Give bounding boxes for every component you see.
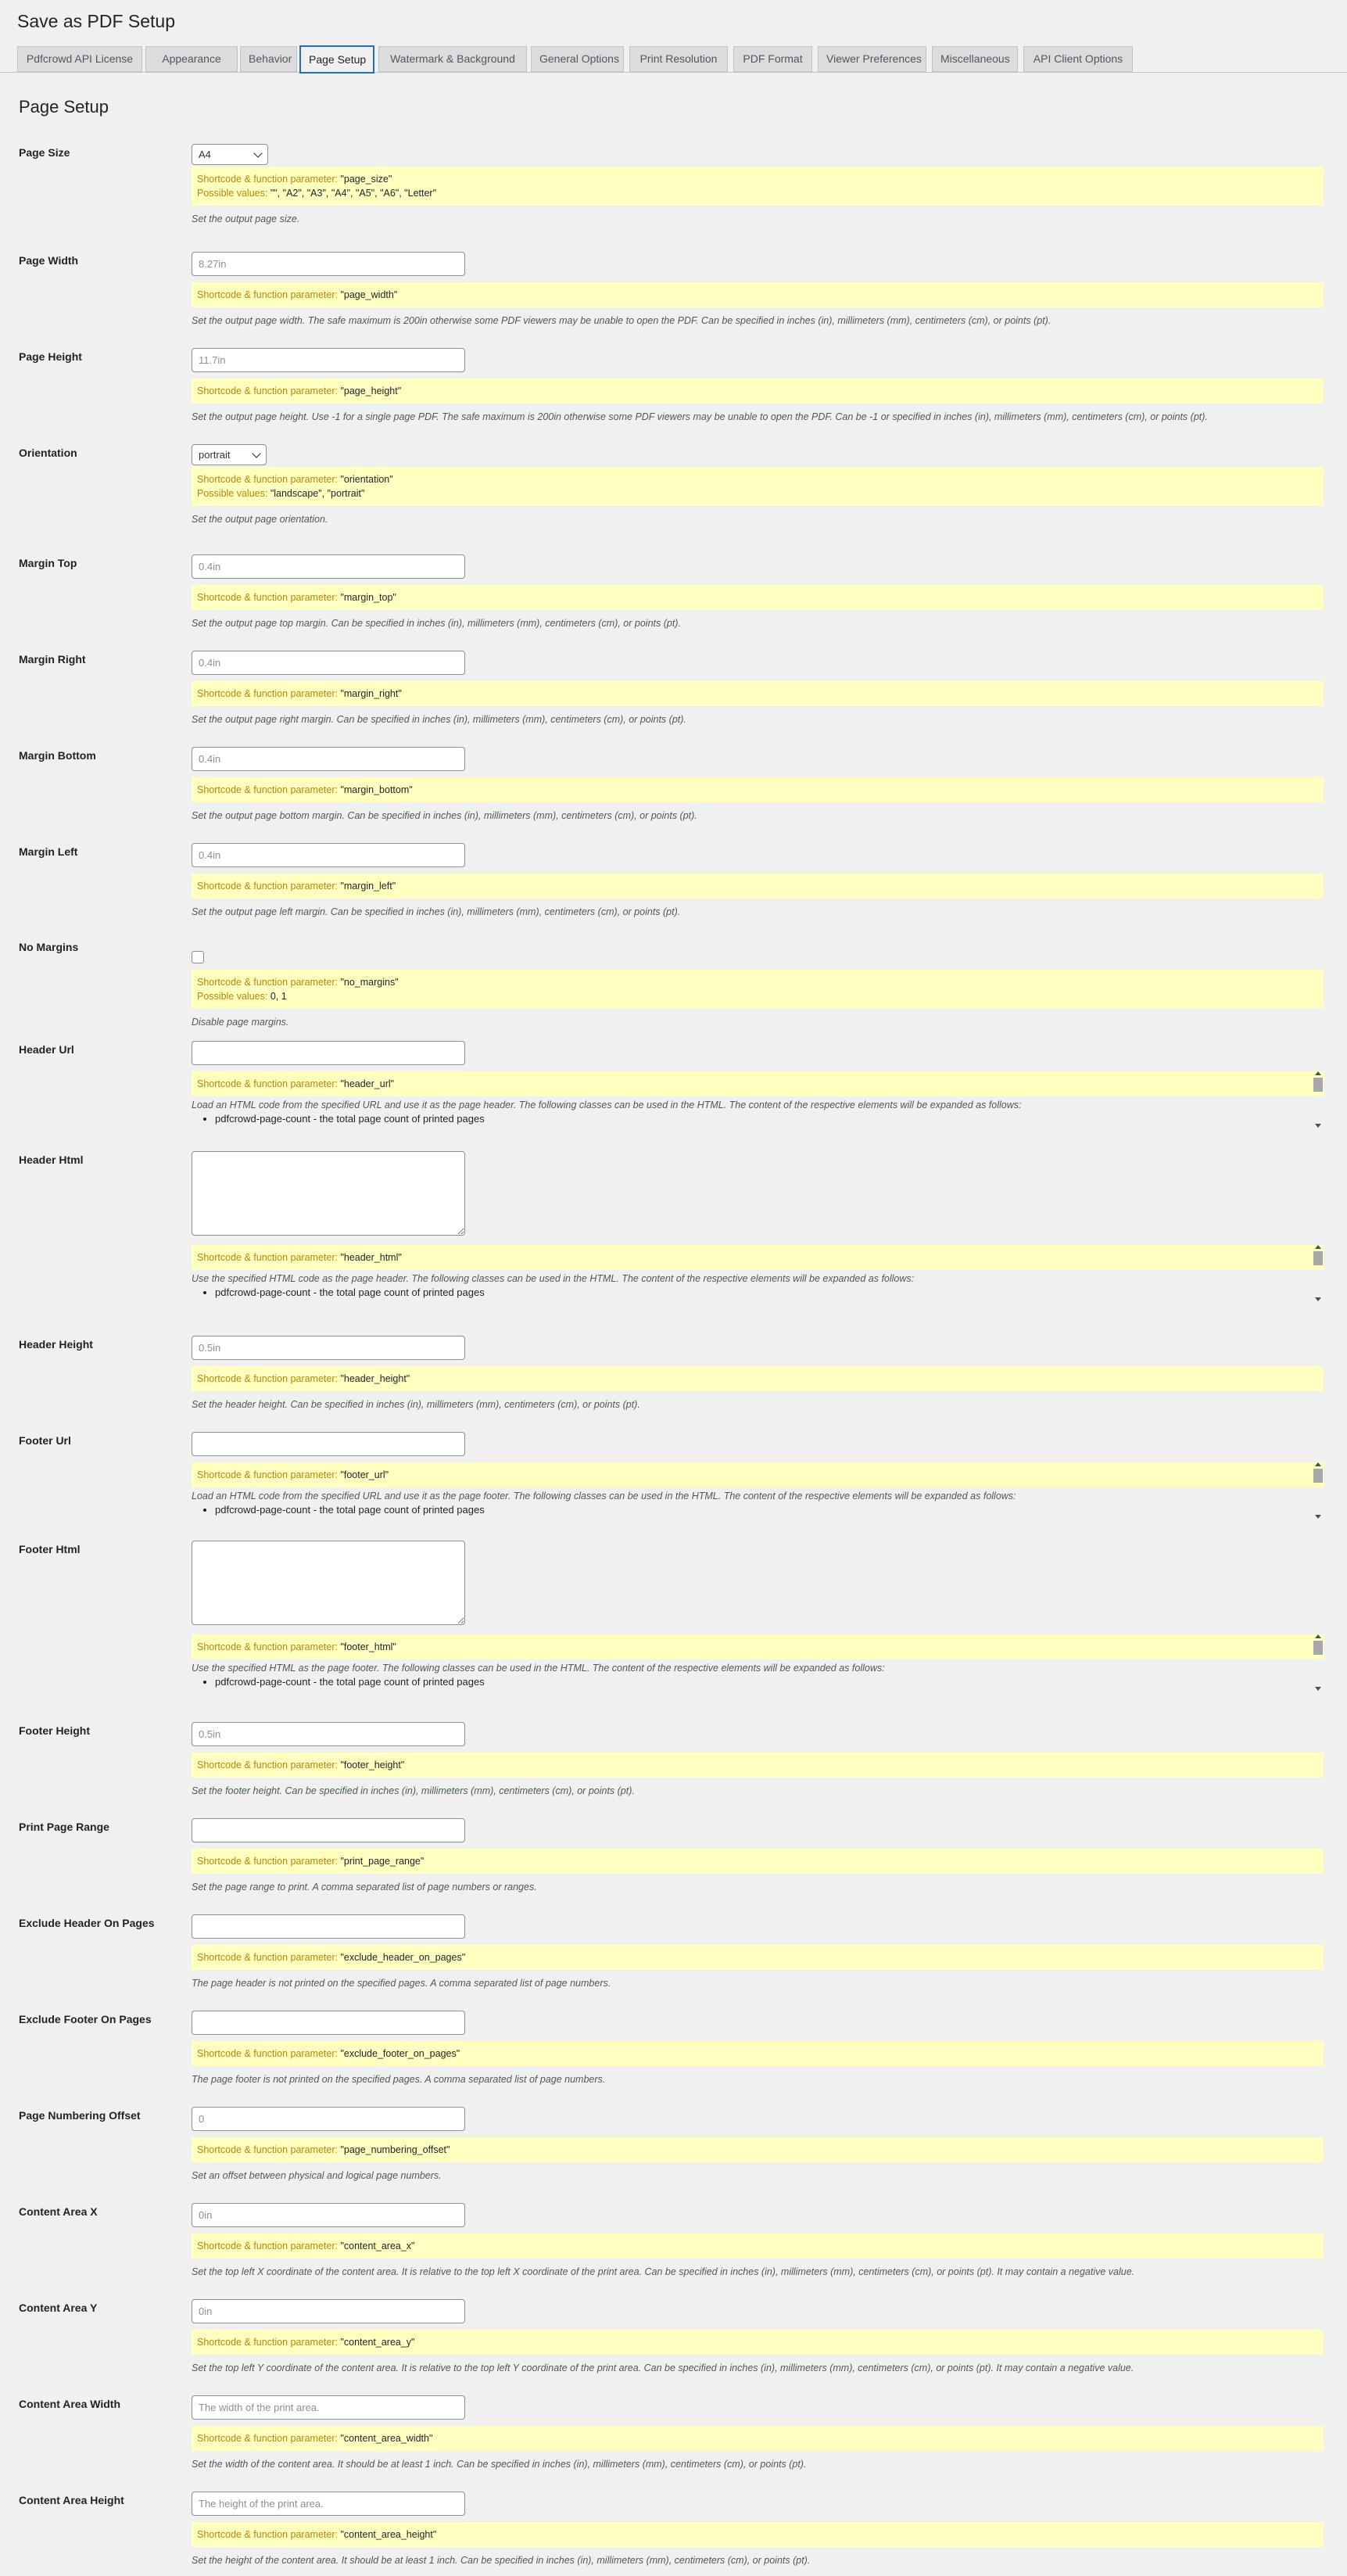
description-text: Set the footer height. Can be specified in inches (in), millimeters (mm), centimeters (cm), or points (pt). [192,1785,635,1796]
shortcode-line [197,384,1318,398]
shortcode-param-name: "margin_left" [340,881,396,892]
scrollbar-thumb[interactable] [1313,1078,1323,1092]
possible-values: 0, 1 [270,991,287,1002]
setting-description [192,410,1324,424]
setting-label: Content Area Height [19,2494,124,2506]
shortcode-prefix: Shortcode & function parameter: [197,289,341,300]
shortcode-prefix: Shortcode & function parameter: [197,386,341,396]
shortcode-info-box [192,585,1324,610]
header-height-input[interactable] [192,1336,465,1360]
list-item: • pdfcrowd-page-count - the total page count of printed pages [215,1112,1324,1125]
header-html-textarea[interactable] [192,1151,465,1236]
setting-description [192,1015,1324,1029]
content-area-x-input[interactable] [192,2203,465,2227]
setting-description [192,1880,1324,1894]
shortcode-prefix: Shortcode & function parameter: [197,1760,341,1771]
shortcode-prefix: Shortcode & function parameter: [197,2241,341,2251]
description-text: Set the output page size. [192,213,300,224]
shortcode-line [197,1640,1318,1654]
setting-label: Margin Bottom [19,749,96,762]
shortcode-param-name: "content_area_height" [340,2529,437,2540]
description-text: Set the width of the content area. It should be at least 1 inch. Can be specified in inches (in), millimeters (mm), centimeters (cm), or points (pt). [192,2459,807,2470]
description-text: Set the output page top margin. Can be specified in inches (in), millimeters (mm), centimeters (cm), or points (pt). [192,618,681,629]
page-width-input[interactable] [192,252,465,276]
shortcode-param-name: "exclude_footer_on_pages" [340,2048,460,2059]
shortcode-param-name: "footer_height" [340,1760,405,1771]
shortcode-prefix: Shortcode & function parameter: [197,1469,341,1480]
shortcode-line [197,172,1318,186]
scrollbar-thumb[interactable] [1313,1251,1323,1265]
select-value: A4 [199,149,211,160]
possible-values-prefix: Possible values: [197,991,270,1002]
setting-label: Header Html [19,1153,84,1166]
shortcode-param-name: "footer_html" [340,1641,396,1652]
list-item: • pdfcrowd-page-count - the total page count of printed pages [215,1675,1324,1688]
tab-api-client-options[interactable]: API Client Options [1023,46,1133,72]
page-title: Save as PDF Setup [17,11,175,31]
margin-top-input[interactable] [192,554,465,579]
description-text: Set the top left Y coordinate of the content area. It is relative to the top left Y coordinate of the print area. Can be specified in inches (in), millimeters (mm), centimeters (cm), or points (pt). It may contain a negative value. [192,2363,1134,2373]
shortcode-param-name: "print_page_range" [340,1856,425,1867]
shortcode-param-name: "footer_url" [340,1469,389,1480]
shortcode-line [197,783,1318,797]
description-text: Set the output page height. Use -1 for a single page PDF. The safe maximum is 200in otherwise some PDF viewers may be unable to open the PDF. Can be -1 or specified in inches (in), millimeters (mm), centimeters (cm), or points (pt). [192,411,1208,422]
shortcode-prefix: Shortcode & function parameter: [197,2433,341,2444]
scroll-up-arrow-icon[interactable] [1315,1462,1321,1466]
description-text: Set the page range to print. A comma separated list of page numbers or ranges. [192,1882,537,1893]
shortcode-info-box [192,167,1324,206]
description-text: Disable page margins. [192,1017,289,1028]
setting-description [192,212,1324,226]
footer-url-input[interactable] [192,1432,465,1456]
description-text: Set the output page right margin. Can be specified in inches (in), millimeters (mm), centimeters (cm), or points (pt). [192,714,686,725]
tab-viewer-preferences[interactable]: Viewer Preferences [818,46,926,72]
shortcode-line [197,1077,1318,1091]
shortcode-info-box [192,2522,1324,2547]
shortcode-prefix: Shortcode & function parameter: [197,688,341,699]
shortcode-param-name: "content_area_y" [340,2337,415,2348]
content-area-width-input[interactable] [192,2395,465,2420]
shortcode-line [197,2431,1318,2445]
setting-description [192,2457,1324,2471]
possible-values-prefix: Possible values: [197,488,270,499]
possible-values: "landscape", "portrait" [270,488,365,499]
shortcode-line [197,2143,1318,2157]
shortcode-prefix: Shortcode & function parameter: [197,2337,341,2348]
shortcode-param-name: "no_margins" [340,977,399,988]
shortcode-line [197,2528,1318,2542]
shortcode-prefix: Shortcode & function parameter: [197,881,341,892]
shortcode-info-box [192,282,1324,307]
shortcode-info-box [192,2137,1324,2162]
setting-description [192,512,1324,526]
shortcode-info-box [192,1366,1324,1391]
shortcode-info-box [192,681,1324,706]
shortcode-prefix: Shortcode & function parameter: [197,592,341,603]
shortcode-prefix: Shortcode & function parameter: [197,784,341,795]
shortcode-line [197,1854,1318,1868]
shortcode-info-box [192,467,1324,506]
select-value: portrait [199,449,231,461]
shortcode-prefix: Shortcode & function parameter: [197,1952,341,1963]
description-text: Set the header height. Can be specified in inches (in), millimeters (mm), centimeters (cm), or points (pt). [192,1399,640,1410]
setting-label: Page Height [19,350,82,363]
description-text: Load an HTML code from the specified URL and use it as the page footer. The following classes can be used in the HTML. The content of the respective elements will be expanded as follows: [192,1491,1016,1501]
shortcode-info-box [192,379,1324,404]
setting-label: Exclude Footer On Pages [19,2013,152,2025]
content-area-y-input[interactable] [192,2299,465,2323]
setting-description [192,1489,1324,1516]
content-area-height-input[interactable] [192,2492,465,2516]
exclude-header-on-pages-input[interactable] [192,1914,465,1939]
setting-description [192,1098,1324,1125]
shortcode-info-box [192,1462,1324,1487]
tab-miscellaneous[interactable]: Miscellaneous [932,46,1018,72]
scrollbar-thumb[interactable] [1313,1641,1323,1655]
setting-description [192,2265,1324,2279]
shortcode-param-name: "margin_bottom" [340,784,413,795]
shortcode-prefix: Shortcode & function parameter: [197,1373,341,1384]
setting-description [192,1661,1324,1688]
shortcode-param-name: "margin_right" [340,688,402,699]
shortcode-param-name: "page_numbering_offset" [340,2144,450,2155]
description-text: The page header is not printed on the specified pages. A comma separated list of page numbers. [192,1978,611,1989]
shortcode-prefix: Shortcode & function parameter: [197,1078,341,1089]
setting-label: Content Area X [19,2205,98,2218]
possible-values-line [197,989,1318,1003]
description-text: The page footer is not printed on the specified pages. A comma separated list of page numbers. [192,2074,606,2085]
no-margins-checkbox[interactable] [192,951,204,963]
shortcode-prefix: Shortcode & function parameter: [197,174,341,185]
setting-description [192,712,1324,727]
setting-description [192,1272,1324,1298]
setting-label: Footer Height [19,1724,90,1737]
shortcode-param-name: "page_width" [340,289,398,300]
shortcode-info-box [192,1071,1324,1096]
setting-label: Exclude Header On Pages [19,1917,155,1929]
scrollbar-thumb[interactable] [1313,1469,1323,1483]
shortcode-line [197,687,1318,701]
shortcode-line [197,590,1318,605]
shortcode-line [197,1950,1318,1964]
setting-description [192,905,1324,919]
description-text: Set an offset between physical and logical page numbers. [192,2170,442,2181]
shortcode-info-box [192,1945,1324,1970]
shortcode-param-name: "exclude_header_on_pages" [340,1952,466,1963]
shortcode-line [197,288,1318,302]
shortcode-info-box [192,2233,1324,2258]
setting-label: Orientation [19,447,77,459]
shortcode-line [197,2335,1318,2349]
shortcode-param-name: "header_url" [340,1078,395,1089]
setting-label: Header Height [19,1338,93,1351]
setting-label: No Margins [19,941,79,953]
classes-list [192,1112,1324,1125]
shortcode-prefix: Shortcode & function parameter: [197,2048,341,2059]
shortcode-info-box [192,2041,1324,2066]
footer-height-input[interactable] [192,1722,465,1746]
setting-description [192,1976,1324,1990]
shortcode-param-name: "page_size" [340,174,392,185]
shortcode-line [197,975,1318,989]
list-item: • pdfcrowd-page-count - the total page count of printed pages [215,1286,1324,1298]
classes-list [192,1503,1324,1516]
tab-watermark-background[interactable]: Watermark & Background [378,46,527,72]
possible-values-line [197,486,1318,500]
possible-values-line [197,186,1318,200]
margin-right-input[interactable] [192,651,465,675]
orientation-select[interactable] [192,444,267,465]
classes-list [192,1675,1324,1688]
shortcode-param-name: "page_height" [340,386,402,396]
description-text: Set the output page orientation. [192,514,328,525]
page-height-input[interactable] [192,348,465,372]
shortcode-line [197,1372,1318,1386]
scroll-up-arrow-icon[interactable] [1315,1245,1321,1249]
footer-html-textarea[interactable] [192,1541,465,1625]
shortcode-info-box [192,1245,1324,1270]
setting-description [192,809,1324,823]
shortcode-prefix: Shortcode & function parameter: [197,1252,341,1263]
shortcode-info-box [192,874,1324,899]
setting-label: Page Size [19,146,70,159]
page-size-select[interactable] [192,144,268,165]
setting-description [192,2361,1324,2375]
shortcode-prefix: Shortcode & function parameter: [197,1856,341,1867]
setting-label: Footer Url [19,1434,71,1447]
setting-description [192,1784,1324,1798]
setting-label: Footer Html [19,1543,81,1555]
scroll-up-arrow-icon[interactable] [1315,1634,1321,1638]
description-text: Use the specified HTML as the page footer. The following classes can be used in the HTML. The content of the respective elements will be expanded as follows: [192,1663,885,1674]
description-text: Set the output page left margin. Can be specified in inches (in), millimeters (mm), centimeters (cm), or points (pt). [192,906,681,917]
tab-behavior[interactable]: Behavior [240,46,297,72]
print-page-range-input[interactable] [192,1818,465,1842]
tab-page-setup[interactable]: Page Setup [299,45,374,74]
shortcode-param-name: "content_area_width" [340,2433,433,2444]
possible-values-prefix: Possible values: [197,188,270,199]
shortcode-line [197,472,1318,486]
setting-label: Margin Left [19,845,78,858]
setting-label: Content Area Y [19,2302,98,2314]
margin-left-input[interactable] [192,843,465,867]
description-text: Set the output page bottom margin. Can be specified in inches (in), millimeters (mm), centimeters (cm), or points (pt). [192,810,697,821]
list-item: • pdfcrowd-page-count - the total page count of printed pages [215,1503,1324,1516]
classes-list [192,1286,1324,1298]
description-text: Set the output page width. The safe maximum is 200in otherwise some PDF viewers may be unable to open the PDF. Can be specified in inches (in), millimeters (mm), centimeters (cm), or points (pt). [192,315,1051,326]
tab-appearance[interactable]: Appearance [145,46,238,72]
shortcode-param-name: "orientation" [340,474,393,485]
setting-description [192,1397,1324,1412]
shortcode-param-name: "margin_top" [340,592,396,603]
setting-label: Content Area Width [19,2398,121,2410]
possible-values: "", "A2", "A3", "A4", "A5", "A6", "Letter" [270,188,437,199]
margin-bottom-input[interactable] [192,747,465,771]
setting-label: Print Page Range [19,1821,109,1833]
setting-description [192,2072,1324,2086]
tab-print-resolution[interactable]: Print Resolution [629,46,728,72]
description-text: Set the top left X coordinate of the content area. It is relative to the top left X coordinate of the print area. Can be specified in inches (in), millimeters (mm), centimeters (cm), or points (pt). It may contain a negative value. [192,2266,1135,2277]
shortcode-prefix: Shortcode & function parameter: [197,1641,341,1652]
chevron-down-icon [253,149,262,157]
shortcode-prefix: Shortcode & function parameter: [197,2529,341,2540]
shortcode-line [197,1468,1318,1482]
shortcode-prefix: Shortcode & function parameter: [197,2144,341,2155]
setting-label: Page Width [19,254,79,267]
tab-general-options[interactable]: General Options [531,46,624,72]
shortcode-line [197,2047,1318,2061]
shortcode-info-box [192,2426,1324,2451]
shortcode-param-name: "header_html" [340,1252,402,1263]
tab-pdfcrowd-api-license[interactable]: Pdfcrowd API License [17,46,142,72]
shortcode-line [197,1250,1318,1265]
description-text: Set the height of the content area. It should be at least 1 inch. Can be specified in inches (in), millimeters (mm), centimeters (cm), or points (pt). [192,2555,811,2566]
setting-label: Page Numbering Offset [19,2109,141,2122]
shortcode-info-box [192,2330,1324,2355]
tab-bar [17,45,1347,73]
shortcode-line [197,1758,1318,1772]
description-text: Use the specified HTML code as the page header. The following classes can be used in the HTML. The content of the respective elements will be expanded as follows: [192,1273,915,1284]
scroll-up-arrow-icon[interactable] [1315,1071,1321,1075]
setting-description [192,314,1324,328]
section-title: Page Setup [19,97,109,117]
setting-description [192,616,1324,630]
exclude-footer-on-pages-input[interactable] [192,2011,465,2035]
setting-description [192,2169,1324,2183]
shortcode-param-name: "header_height" [340,1373,410,1384]
shortcode-prefix: Shortcode & function parameter: [197,474,341,485]
description-text: Load an HTML code from the specified URL and use it as the page header. The following classes can be used in the HTML. The content of the respective elements will be expanded as follows: [192,1100,1022,1110]
tab-pdf-format[interactable]: PDF Format [733,46,812,72]
page-numbering-offset-input[interactable] [192,2107,465,2131]
setting-description [192,2553,1324,2567]
shortcode-line [197,2239,1318,2253]
setting-label: Header Url [19,1043,74,1056]
shortcode-info-box [192,1634,1324,1659]
shortcode-info-box [192,1849,1324,1874]
shortcode-prefix: Shortcode & function parameter: [197,977,341,988]
setting-label: Margin Right [19,653,86,666]
shortcode-info-box [192,1753,1324,1778]
shortcode-info-box [192,777,1324,802]
setting-label: Margin Top [19,557,77,569]
header-url-input[interactable] [192,1041,465,1065]
shortcode-info-box [192,970,1324,1009]
shortcode-line [197,879,1318,893]
shortcode-param-name: "content_area_x" [340,2241,415,2251]
chevron-down-icon [252,449,260,457]
